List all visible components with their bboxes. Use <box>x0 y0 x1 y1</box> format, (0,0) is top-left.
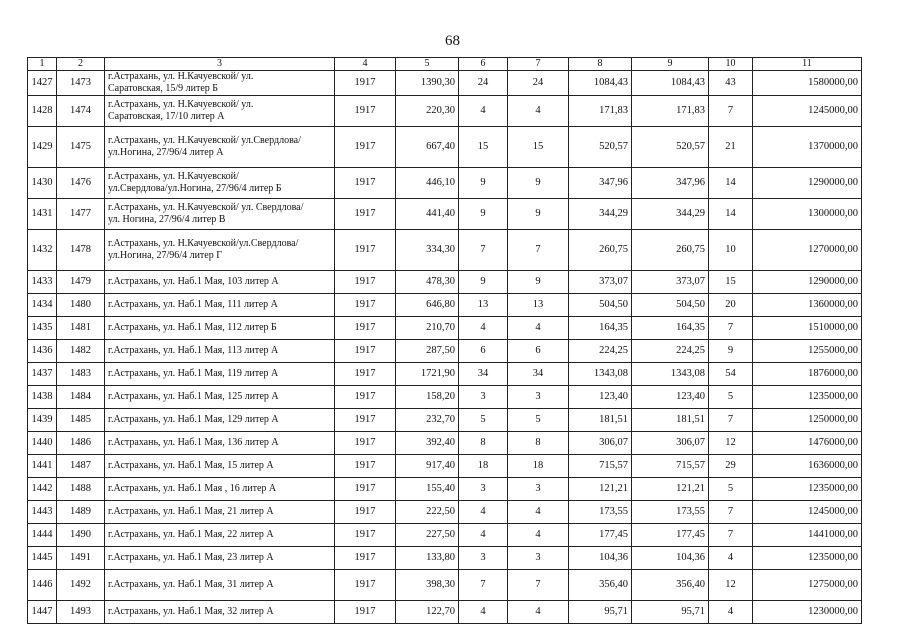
address-cell <box>105 271 335 294</box>
column-header-8: 8 <box>569 58 632 71</box>
cell-c5: 392,40 <box>396 432 459 455</box>
address-line: г.Астрахань, ул. Н.Качуевской/ ул. <box>108 99 254 110</box>
column-header-3: 3 <box>105 58 335 71</box>
column-header-7: 7 <box>508 58 569 71</box>
cell-c10: 9 <box>709 340 753 363</box>
cell-c10: 5 <box>709 478 753 501</box>
cell-c9: 171,83 <box>632 96 709 127</box>
cell-c2: 1473 <box>57 71 105 96</box>
cell-c2: 1482 <box>57 340 105 363</box>
cell-c1: 1439 <box>28 409 57 432</box>
address-line: Саратовская, 15/9 литер Б <box>108 83 219 94</box>
cell-c11: 1441000,00 <box>753 524 862 547</box>
cell-c9: 373,07 <box>632 271 709 294</box>
cell-c10: 4 <box>709 547 753 570</box>
cell-c9: 356,40 <box>632 570 709 601</box>
cell-c8: 123,40 <box>569 386 632 409</box>
cell-c6: 9 <box>459 168 508 199</box>
cell-c6: 7 <box>459 230 508 271</box>
cell-c2: 1485 <box>57 409 105 432</box>
cell-c6: 9 <box>459 271 508 294</box>
table-row <box>28 363 862 386</box>
cell-c8: 344,29 <box>569 199 632 230</box>
cell-c11: 1876000,00 <box>753 363 862 386</box>
cell-c1: 1438 <box>28 386 57 409</box>
cell-c8: 95,71 <box>569 601 632 624</box>
cell-c6: 34 <box>459 363 508 386</box>
address-line: г.Астрахань, ул. Наб.1 Мая, 21 литер А <box>108 506 274 517</box>
cell-c6: 4 <box>459 96 508 127</box>
cell-c9: 173,55 <box>632 501 709 524</box>
address-line: г.Астрахань, ул. Наб.1 Мая, 111 литер А <box>108 299 278 310</box>
cell-c2: 1479 <box>57 271 105 294</box>
cell-c11: 1580000,00 <box>753 71 862 96</box>
cell-c10: 10 <box>709 230 753 271</box>
cell-c5: 220,30 <box>396 96 459 127</box>
address-line: г.Астрахань, ул. Наб.1 Мая, 112 литер Б <box>108 322 277 333</box>
cell-c7: 9 <box>508 271 569 294</box>
cell-c1: 1433 <box>28 271 57 294</box>
table-row <box>28 230 862 271</box>
cell-c4: 1917 <box>335 432 396 455</box>
address-line: г.Астрахань, ул. Наб.1 Мая, 23 литер А <box>108 552 274 563</box>
table-row <box>28 547 862 570</box>
cell-c10: 12 <box>709 432 753 455</box>
table-row <box>28 127 862 168</box>
address-line: г.Астрахань, ул. Наб.1 Мая, 103 литер А <box>108 276 279 287</box>
cell-c6: 4 <box>459 317 508 340</box>
cell-c4: 1917 <box>335 386 396 409</box>
address-line: г.Астрахань, ул. Наб.1 Мая, 22 литер А <box>108 529 274 540</box>
cell-c1: 1442 <box>28 478 57 501</box>
cell-c1: 1428 <box>28 96 57 127</box>
cell-c9: 1343,08 <box>632 363 709 386</box>
cell-c7: 34 <box>508 363 569 386</box>
cell-c7: 3 <box>508 478 569 501</box>
address-cell <box>105 363 335 386</box>
cell-c8: 373,07 <box>569 271 632 294</box>
cell-c11: 1255000,00 <box>753 340 862 363</box>
cell-c5: 287,50 <box>396 340 459 363</box>
cell-c9: 715,57 <box>632 455 709 478</box>
cell-c11: 1235000,00 <box>753 547 862 570</box>
cell-c11: 1250000,00 <box>753 409 862 432</box>
cell-c8: 224,25 <box>569 340 632 363</box>
cell-c2: 1486 <box>57 432 105 455</box>
cell-c8: 177,45 <box>569 524 632 547</box>
cell-c4: 1917 <box>335 230 396 271</box>
cell-c8: 347,96 <box>569 168 632 199</box>
cell-c6: 18 <box>459 455 508 478</box>
column-header-5: 5 <box>396 58 459 71</box>
cell-c2: 1483 <box>57 363 105 386</box>
cell-c7: 4 <box>508 96 569 127</box>
cell-c9: 344,29 <box>632 199 709 230</box>
cell-c1: 1440 <box>28 432 57 455</box>
table-row <box>28 271 862 294</box>
cell-c9: 1084,43 <box>632 71 709 96</box>
address-line: ул.Свердлова/ул.Ногина, 27/96/4 литер Б <box>108 183 282 194</box>
cell-c7: 8 <box>508 432 569 455</box>
cell-c2: 1476 <box>57 168 105 199</box>
cell-c9: 95,71 <box>632 601 709 624</box>
cell-c8: 104,36 <box>569 547 632 570</box>
cell-c4: 1917 <box>335 455 396 478</box>
cell-c9: 123,40 <box>632 386 709 409</box>
cell-c8: 356,40 <box>569 570 632 601</box>
cell-c5: 667,40 <box>396 127 459 168</box>
table-row <box>28 455 862 478</box>
cell-c1: 1427 <box>28 71 57 96</box>
cell-c7: 4 <box>508 317 569 340</box>
address-line: г.Астрахань, ул. Наб.1 Мая, 31 литер А <box>108 579 274 590</box>
cell-c5: 441,40 <box>396 199 459 230</box>
cell-c11: 1300000,00 <box>753 199 862 230</box>
cell-c1: 1429 <box>28 127 57 168</box>
address-line: Саратовская, 17/10 литер А <box>108 111 225 122</box>
cell-c11: 1290000,00 <box>753 271 862 294</box>
cell-c10: 7 <box>709 524 753 547</box>
cell-c11: 1230000,00 <box>753 601 862 624</box>
cell-c1: 1432 <box>28 230 57 271</box>
table-row <box>28 478 862 501</box>
cell-c11: 1235000,00 <box>753 478 862 501</box>
cell-c10: 7 <box>709 317 753 340</box>
cell-c8: 306,07 <box>569 432 632 455</box>
address-line: ул.Ногина, 27/96/4 литер Г <box>108 250 223 261</box>
cell-c7: 13 <box>508 294 569 317</box>
cell-c4: 1917 <box>335 96 396 127</box>
cell-c9: 260,75 <box>632 230 709 271</box>
cell-c4: 1917 <box>335 317 396 340</box>
cell-c11: 1290000,00 <box>753 168 862 199</box>
cell-c9: 177,45 <box>632 524 709 547</box>
cell-c2: 1474 <box>57 96 105 127</box>
cell-c9: 181,51 <box>632 409 709 432</box>
table-row <box>28 294 862 317</box>
table-row <box>28 524 862 547</box>
cell-c7: 5 <box>508 409 569 432</box>
cell-c11: 1245000,00 <box>753 501 862 524</box>
address-cell <box>105 386 335 409</box>
cell-c2: 1489 <box>57 501 105 524</box>
address-cell <box>105 547 335 570</box>
address-line: г.Астрахань, ул. Наб.1 Мая, 15 литер А <box>108 460 274 471</box>
cell-c6: 3 <box>459 478 508 501</box>
address-cell <box>105 601 335 624</box>
cell-c2: 1480 <box>57 294 105 317</box>
cell-c11: 1270000,00 <box>753 230 862 271</box>
cell-c10: 14 <box>709 168 753 199</box>
cell-c7: 9 <box>508 199 569 230</box>
cell-c2: 1481 <box>57 317 105 340</box>
cell-c9: 164,35 <box>632 317 709 340</box>
cell-c7: 9 <box>508 168 569 199</box>
address-cell <box>105 524 335 547</box>
cell-c4: 1917 <box>335 524 396 547</box>
cell-c6: 3 <box>459 386 508 409</box>
address-line: г.Астрахань, ул. Наб.1 Мая, 129 литер А <box>108 414 279 425</box>
table-row <box>28 340 862 363</box>
cell-c11: 1360000,00 <box>753 294 862 317</box>
cell-c2: 1488 <box>57 478 105 501</box>
cell-c4: 1917 <box>335 409 396 432</box>
address-cell <box>105 168 335 199</box>
cell-c8: 121,21 <box>569 478 632 501</box>
cell-c8: 504,50 <box>569 294 632 317</box>
cell-c4: 1917 <box>335 547 396 570</box>
table-row <box>28 96 862 127</box>
cell-c5: 122,70 <box>396 601 459 624</box>
address-cell <box>105 432 335 455</box>
address-line: г.Астрахань, ул. Наб.1 Мая, 113 литер А <box>108 345 279 356</box>
cell-c6: 15 <box>459 127 508 168</box>
cell-c6: 4 <box>459 501 508 524</box>
header-row <box>28 58 862 71</box>
cell-c10: 20 <box>709 294 753 317</box>
table-row <box>28 501 862 524</box>
cell-c10: 21 <box>709 127 753 168</box>
cell-c1: 1444 <box>28 524 57 547</box>
cell-c8: 164,35 <box>569 317 632 340</box>
cell-c10: 14 <box>709 199 753 230</box>
cell-c10: 29 <box>709 455 753 478</box>
cell-c8: 171,83 <box>569 96 632 127</box>
cell-c5: 155,40 <box>396 478 459 501</box>
property-table <box>27 57 862 624</box>
cell-c11: 1235000,00 <box>753 386 862 409</box>
cell-c7: 6 <box>508 340 569 363</box>
cell-c7: 3 <box>508 547 569 570</box>
address-line: г.Астрахань, ул. Наб.1 Мая , 16 литер А <box>108 483 277 494</box>
cell-c8: 260,75 <box>569 230 632 271</box>
cell-c8: 181,51 <box>569 409 632 432</box>
address-line: г.Астрахань, ул. Н.Качуевской/ <box>108 171 239 182</box>
cell-c4: 1917 <box>335 168 396 199</box>
cell-c2: 1484 <box>57 386 105 409</box>
cell-c2: 1493 <box>57 601 105 624</box>
address-line: г.Астрахань, ул. Наб.1 Мая, 119 литер А <box>108 368 279 379</box>
cell-c10: 43 <box>709 71 753 96</box>
table-row <box>28 570 862 601</box>
cell-c2: 1491 <box>57 547 105 570</box>
address-line: ул. Ногина, 27/96/4 литер В <box>108 214 226 225</box>
cell-c4: 1917 <box>335 271 396 294</box>
address-cell <box>105 199 335 230</box>
cell-c5: 227,50 <box>396 524 459 547</box>
cell-c10: 7 <box>709 501 753 524</box>
address-cell <box>105 455 335 478</box>
cell-c5: 334,30 <box>396 230 459 271</box>
cell-c9: 306,07 <box>632 432 709 455</box>
address-line: г.Астрахань, ул. Н.Качуевской/ул.Свердлова/ <box>108 238 299 249</box>
cell-c5: 232,70 <box>396 409 459 432</box>
cell-c5: 133,80 <box>396 547 459 570</box>
cell-c6: 8 <box>459 432 508 455</box>
column-header-2: 2 <box>57 58 105 71</box>
cell-c4: 1917 <box>335 478 396 501</box>
cell-c2: 1487 <box>57 455 105 478</box>
cell-c1: 1445 <box>28 547 57 570</box>
cell-c1: 1435 <box>28 317 57 340</box>
address-line: г.Астрахань, ул. Н.Качуевской/ ул.Свердлова/ <box>108 135 301 146</box>
column-header-11: 11 <box>753 58 862 71</box>
table-row <box>28 199 862 230</box>
cell-c7: 15 <box>508 127 569 168</box>
cell-c6: 6 <box>459 340 508 363</box>
page-number: 68 <box>445 33 460 49</box>
cell-c6: 5 <box>459 409 508 432</box>
cell-c9: 121,21 <box>632 478 709 501</box>
cell-c11: 1636000,00 <box>753 455 862 478</box>
cell-c6: 24 <box>459 71 508 96</box>
cell-c8: 1084,43 <box>569 71 632 96</box>
cell-c1: 1430 <box>28 168 57 199</box>
cell-c9: 504,50 <box>632 294 709 317</box>
cell-c5: 917,40 <box>396 455 459 478</box>
cell-c4: 1917 <box>335 294 396 317</box>
address-cell <box>105 127 335 168</box>
address-line: г.Астрахань, ул. Н.Качуевской/ ул. Свердлова/ <box>108 202 304 213</box>
cell-c9: 224,25 <box>632 340 709 363</box>
cell-c1: 1436 <box>28 340 57 363</box>
cell-c9: 104,36 <box>632 547 709 570</box>
table-row <box>28 386 862 409</box>
cell-c5: 478,30 <box>396 271 459 294</box>
cell-c7: 3 <box>508 386 569 409</box>
cell-c2: 1477 <box>57 199 105 230</box>
table-row <box>28 71 862 96</box>
cell-c4: 1917 <box>335 570 396 601</box>
cell-c1: 1431 <box>28 199 57 230</box>
cell-c5: 446,10 <box>396 168 459 199</box>
cell-c4: 1917 <box>335 601 396 624</box>
cell-c4: 1917 <box>335 363 396 386</box>
cell-c11: 1370000,00 <box>753 127 862 168</box>
cell-c5: 646,80 <box>396 294 459 317</box>
cell-c5: 158,20 <box>396 386 459 409</box>
cell-c9: 347,96 <box>632 168 709 199</box>
cell-c8: 715,57 <box>569 455 632 478</box>
cell-c2: 1478 <box>57 230 105 271</box>
cell-c6: 13 <box>459 294 508 317</box>
cell-c11: 1476000,00 <box>753 432 862 455</box>
cell-c2: 1475 <box>57 127 105 168</box>
cell-c7: 24 <box>508 71 569 96</box>
cell-c7: 7 <box>508 230 569 271</box>
address-cell <box>105 317 335 340</box>
address-cell <box>105 71 335 96</box>
column-header-1: 1 <box>28 58 57 71</box>
cell-c8: 173,55 <box>569 501 632 524</box>
address-cell <box>105 340 335 363</box>
cell-c10: 15 <box>709 271 753 294</box>
cell-c4: 1917 <box>335 340 396 363</box>
cell-c7: 4 <box>508 501 569 524</box>
cell-c2: 1492 <box>57 570 105 601</box>
cell-c5: 222,50 <box>396 501 459 524</box>
cell-c10: 7 <box>709 96 753 127</box>
cell-c4: 1917 <box>335 127 396 168</box>
cell-c5: 398,30 <box>396 570 459 601</box>
cell-c4: 1917 <box>335 71 396 96</box>
address-line: г.Астрахань, ул. Н.Качуевской/ ул. <box>108 71 254 82</box>
cell-c6: 3 <box>459 547 508 570</box>
cell-c1: 1446 <box>28 570 57 601</box>
column-header-4: 4 <box>335 58 396 71</box>
cell-c1: 1447 <box>28 601 57 624</box>
cell-c5: 1721,90 <box>396 363 459 386</box>
address-cell <box>105 409 335 432</box>
cell-c10: 54 <box>709 363 753 386</box>
cell-c10: 12 <box>709 570 753 601</box>
cell-c6: 9 <box>459 199 508 230</box>
table-row <box>28 432 862 455</box>
column-header-10: 10 <box>709 58 753 71</box>
cell-c8: 1343,08 <box>569 363 632 386</box>
cell-c7: 4 <box>508 524 569 547</box>
address-cell <box>105 570 335 601</box>
address-line: г.Астрахань, ул. Наб.1 Мая, 32 литер А <box>108 606 274 617</box>
cell-c7: 18 <box>508 455 569 478</box>
cell-c7: 4 <box>508 601 569 624</box>
cell-c11: 1275000,00 <box>753 570 862 601</box>
address-cell <box>105 230 335 271</box>
table-body <box>28 71 862 624</box>
cell-c2: 1490 <box>57 524 105 547</box>
cell-c5: 210,70 <box>396 317 459 340</box>
cell-c11: 1510000,00 <box>753 317 862 340</box>
cell-c11: 1245000,00 <box>753 96 862 127</box>
table-row <box>28 317 862 340</box>
cell-c4: 1917 <box>335 199 396 230</box>
cell-c9: 520,57 <box>632 127 709 168</box>
address-line: г.Астрахань, ул. Наб.1 Мая, 136 литер А <box>108 437 279 448</box>
address-cell <box>105 478 335 501</box>
cell-c1: 1443 <box>28 501 57 524</box>
table-row <box>28 601 862 624</box>
address-line: ул.Ногина, 27/96/4 литер А <box>108 147 224 158</box>
cell-c10: 4 <box>709 601 753 624</box>
cell-c8: 520,57 <box>569 127 632 168</box>
cell-c10: 5 <box>709 386 753 409</box>
column-header-9: 9 <box>632 58 709 71</box>
cell-c1: 1437 <box>28 363 57 386</box>
table-row <box>28 409 862 432</box>
cell-c1: 1441 <box>28 455 57 478</box>
cell-c6: 7 <box>459 570 508 601</box>
cell-c6: 4 <box>459 601 508 624</box>
column-header-6: 6 <box>459 58 508 71</box>
table-row <box>28 168 862 199</box>
address-cell <box>105 294 335 317</box>
cell-c1: 1434 <box>28 294 57 317</box>
cell-c7: 7 <box>508 570 569 601</box>
cell-c4: 1917 <box>335 501 396 524</box>
address-cell <box>105 501 335 524</box>
address-line: г.Астрахань, ул. Наб.1 Мая, 125 литер А <box>108 391 279 402</box>
cell-c5: 1390,30 <box>396 71 459 96</box>
cell-c6: 4 <box>459 524 508 547</box>
address-cell <box>105 96 335 127</box>
cell-c10: 7 <box>709 409 753 432</box>
